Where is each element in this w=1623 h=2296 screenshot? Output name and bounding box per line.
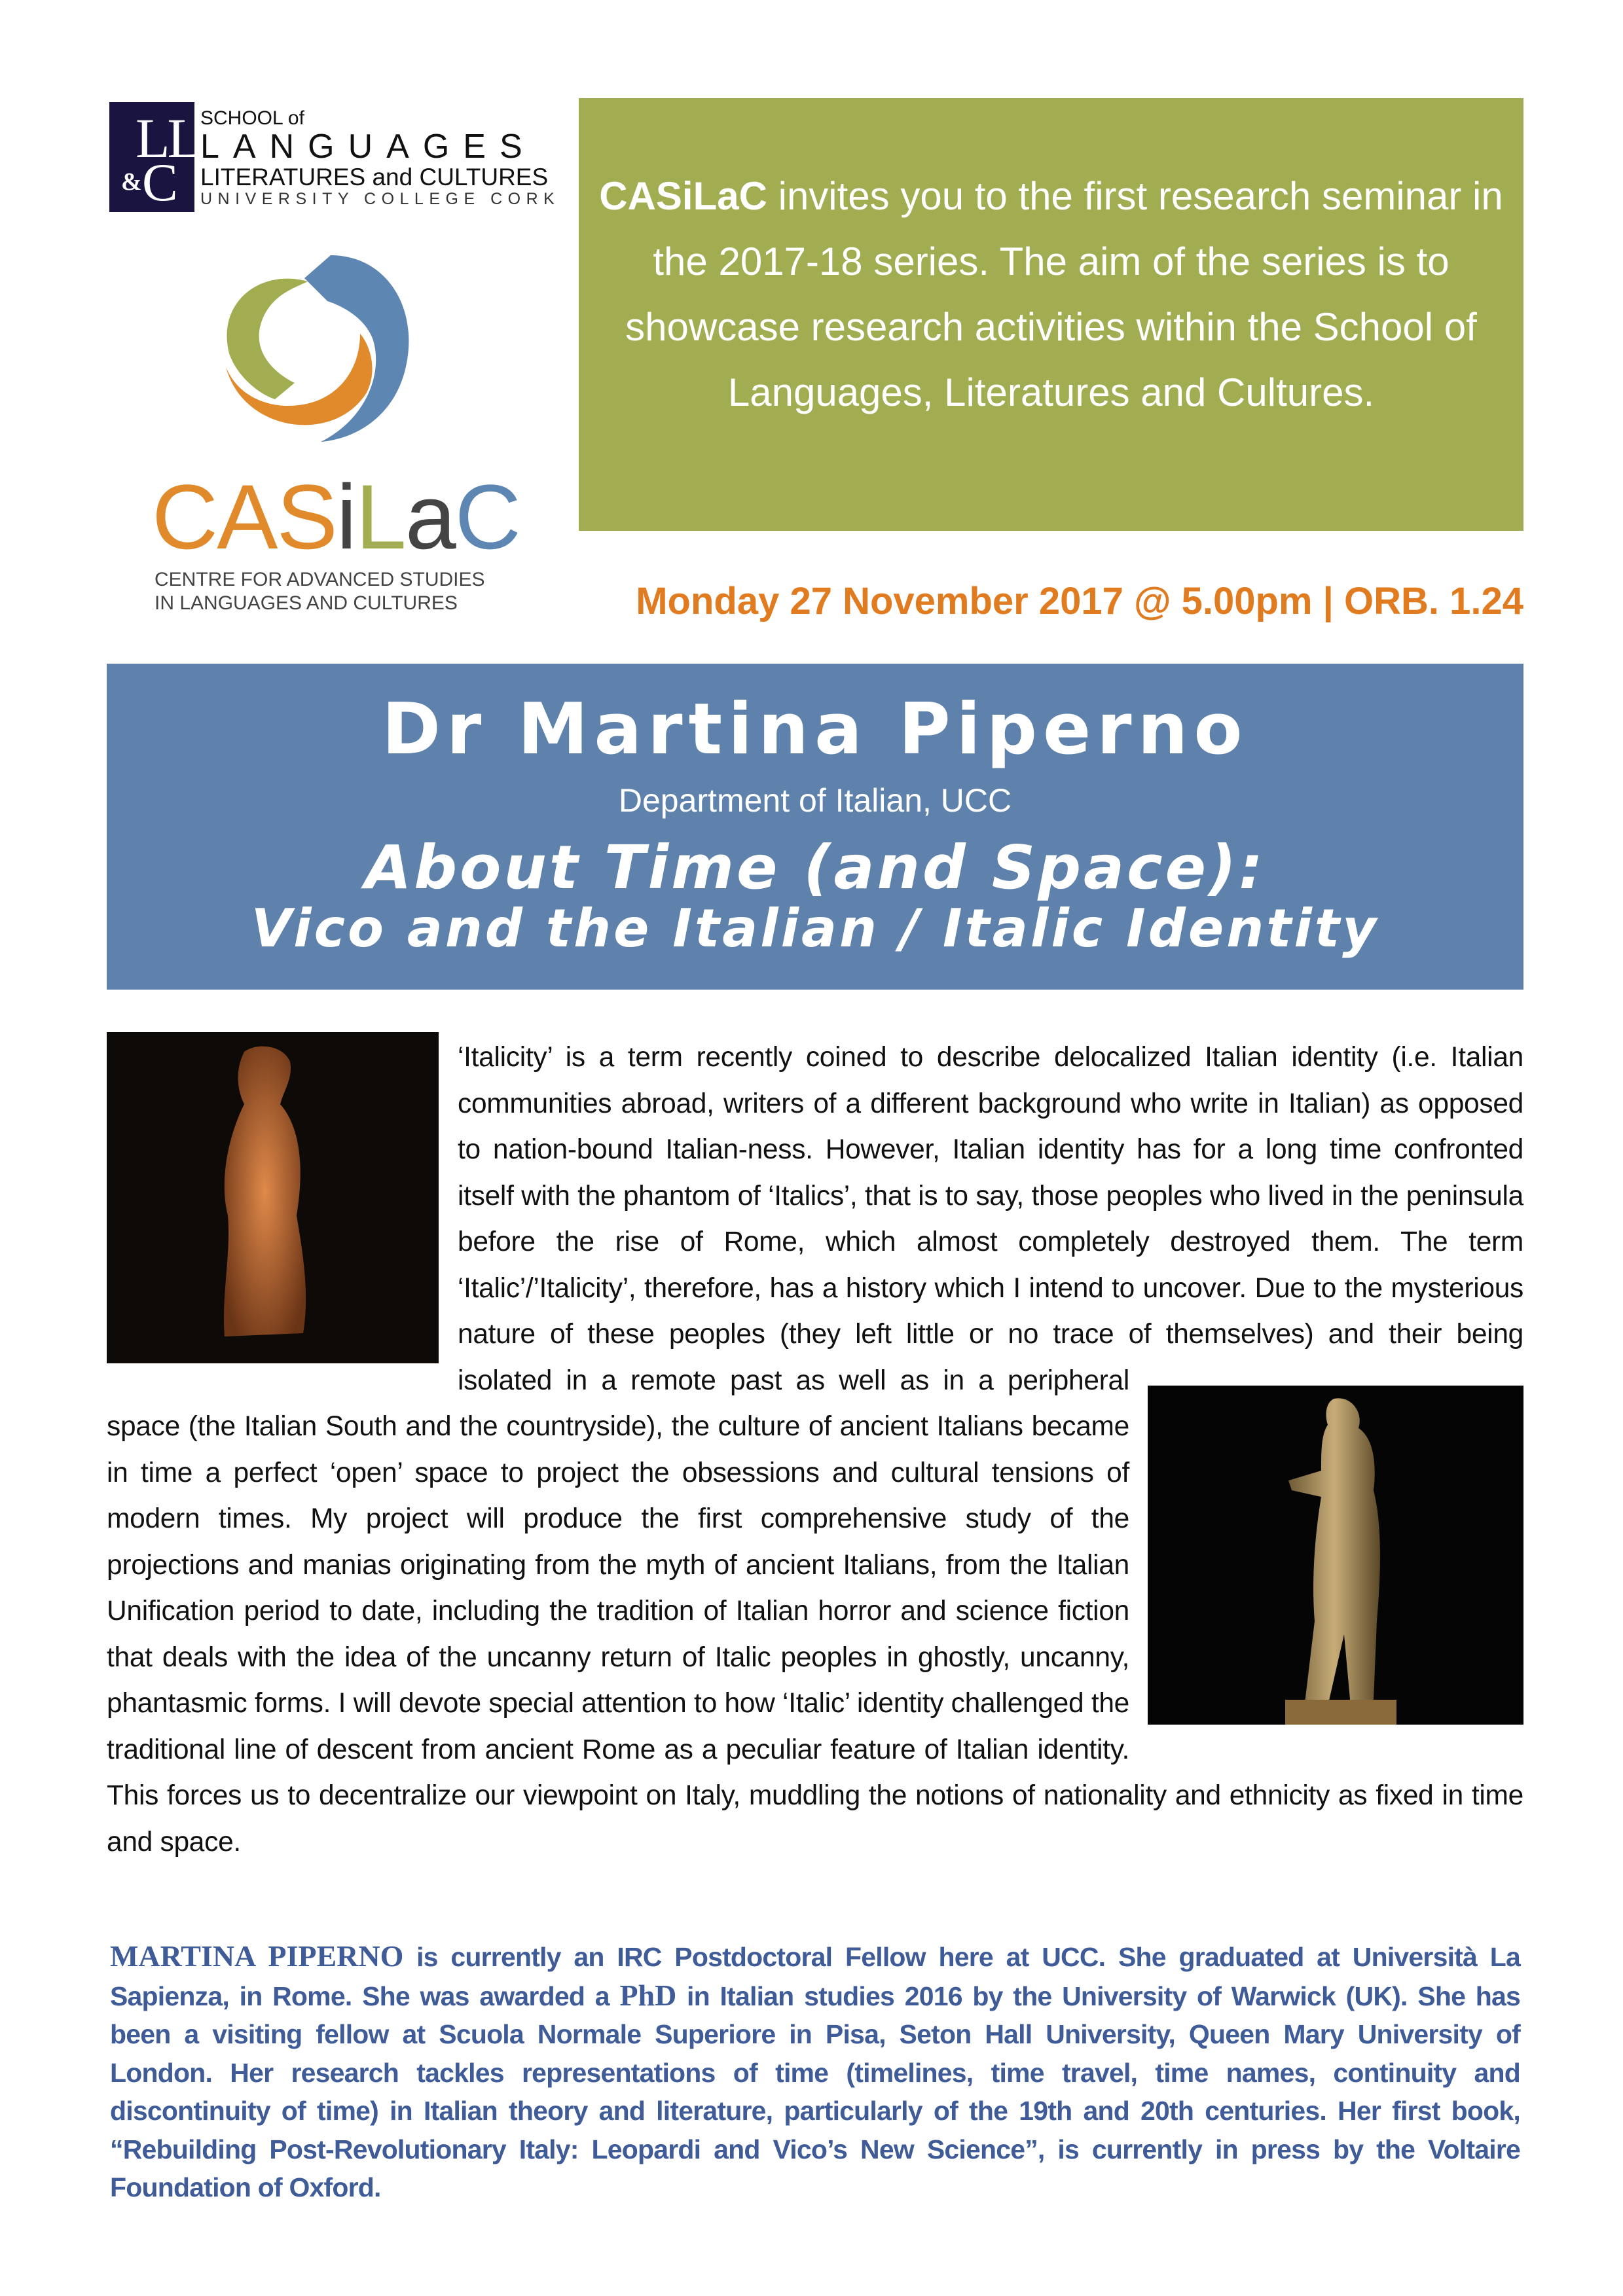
bio-text-b: in Italian studies 2016 by the University of Warwick (UK). She has been a visiting fellow at Scuola Normale Superiore in Pisa, Seton Hall University, Queen Mary University of London. Her research tackles representations of time (timelines, time travel, time names, continuity and discontinuity of time) in Italian theory and literature, particularly of the 19th and 20th centuries. Her first book, “Rebuilding Post-Revolutionary Italy: Leopardi and Vico’s New Science”, is currently in press by the Voltaire Foundation of Oxford.	[110, 1981, 1520, 2202]
literatures-cultures: LITERATURES and CULTURES	[200, 164, 549, 190]
school-logo-text	[200, 109, 560, 207]
casilac-subtitle	[155, 568, 485, 615]
invitation-box	[579, 98, 1523, 531]
invitation-org: CASiLaC	[599, 174, 767, 218]
statue-photo-1	[107, 1032, 439, 1363]
wordmark-l: L	[355, 465, 405, 568]
wordmark-cas: CAS	[152, 465, 337, 568]
statue-photo-2	[1148, 1386, 1523, 1725]
school-logo-monogram	[109, 102, 200, 212]
talk-title-line2: Vico and the Italian / Italic Identity	[251, 898, 1379, 959]
bio-text-a: is currently an IRC Postdoctoral Fellow here at UCC. She graduated at Università La Sapienza, in Rome. She was awarded a	[110, 1942, 1520, 2011]
school-of: SCHOOL of	[200, 107, 304, 129]
casilac-subtitle-line2: IN LANGUAGES AND CULTURES	[155, 592, 458, 614]
bio-phd: PhD	[619, 1978, 677, 2012]
abstract-text: ‘Italicity’ is a term recently coined to describe delocalized Italian identity (i.e. Italian communities abroad, writers of a different background who write in Italian) as opposed to nation-bound Italian-ness. However, Italian identity has for a long time confronted itself with the phantom of ‘Italics’, that is to say, those peoples who lived in the peninsula before the rise of Rome, which almost completely destroyed them. The term ‘Italic’/’Italicity’, therefore, has a history which I intend to uncover. Due to the mysterious nature of these peoples (they left little or no trace of themselves) and their being isolated in a remote past as well as in a peripheral space (the Italian South and the countryside), the culture of ancient Italians became in time a perfect ‘open’ space to project the obsessions and cultural tensions of modern times. My project will produce the first comprehensive study of the projections and manias originating from the myth of ancient Italians, from the Italian Unification period to date, including the tradition of Italian horror and science fiction that deals with the idea of the uncanny return of Italic peoples in ghostly, uncanny, phantasmic forms. I will devote special attention to how ‘Italic’ identity challenged the traditional line of descent from ancient Rome as a peculiar feature of Italian identity. This forces us to decentralize our viewpoint on Italy, muddling the notions of nationality and ethnicity as fixed in time and space.	[107, 1042, 1523, 1857]
bio-name: MARTINA PIPERNO	[110, 1939, 404, 1973]
wordmark-c: C	[454, 465, 520, 568]
abstract	[107, 1032, 1523, 1865]
casilac-swirl-logo-icon	[203, 242, 426, 458]
speaker-name: Dr Martina Piperno	[382, 689, 1249, 770]
speaker-bio	[110, 1937, 1520, 2207]
monogram-amp: &	[121, 168, 142, 196]
talk-title-line1: About Time (and Space):	[365, 833, 1266, 903]
languages: LANGUAGES	[200, 128, 536, 166]
casilac-subtitle-line1: CENTRE FOR ADVANCED STUDIES	[155, 569, 485, 590]
wordmark-i: i	[336, 465, 356, 568]
speaker-department: Department of Italian, UCC	[618, 782, 1012, 819]
event-date-location: Monday 27 November 2017 @ 5.00pm | ORB. 1.24	[636, 580, 1523, 622]
monogram-c: C	[142, 152, 178, 212]
ucc: UNIVERSITY COLLEGE CORK	[200, 190, 560, 208]
header-band	[107, 664, 1523, 990]
monogram-ll: LL	[136, 107, 200, 170]
invitation-text: invites you to the first research seminar in the 2017-18 series. The aim of the series is to showcase research activities within the School of Languages, Literatures and Cultures.	[625, 174, 1503, 414]
casilac-wordmark	[152, 465, 520, 568]
wordmark-a: a	[405, 465, 455, 568]
